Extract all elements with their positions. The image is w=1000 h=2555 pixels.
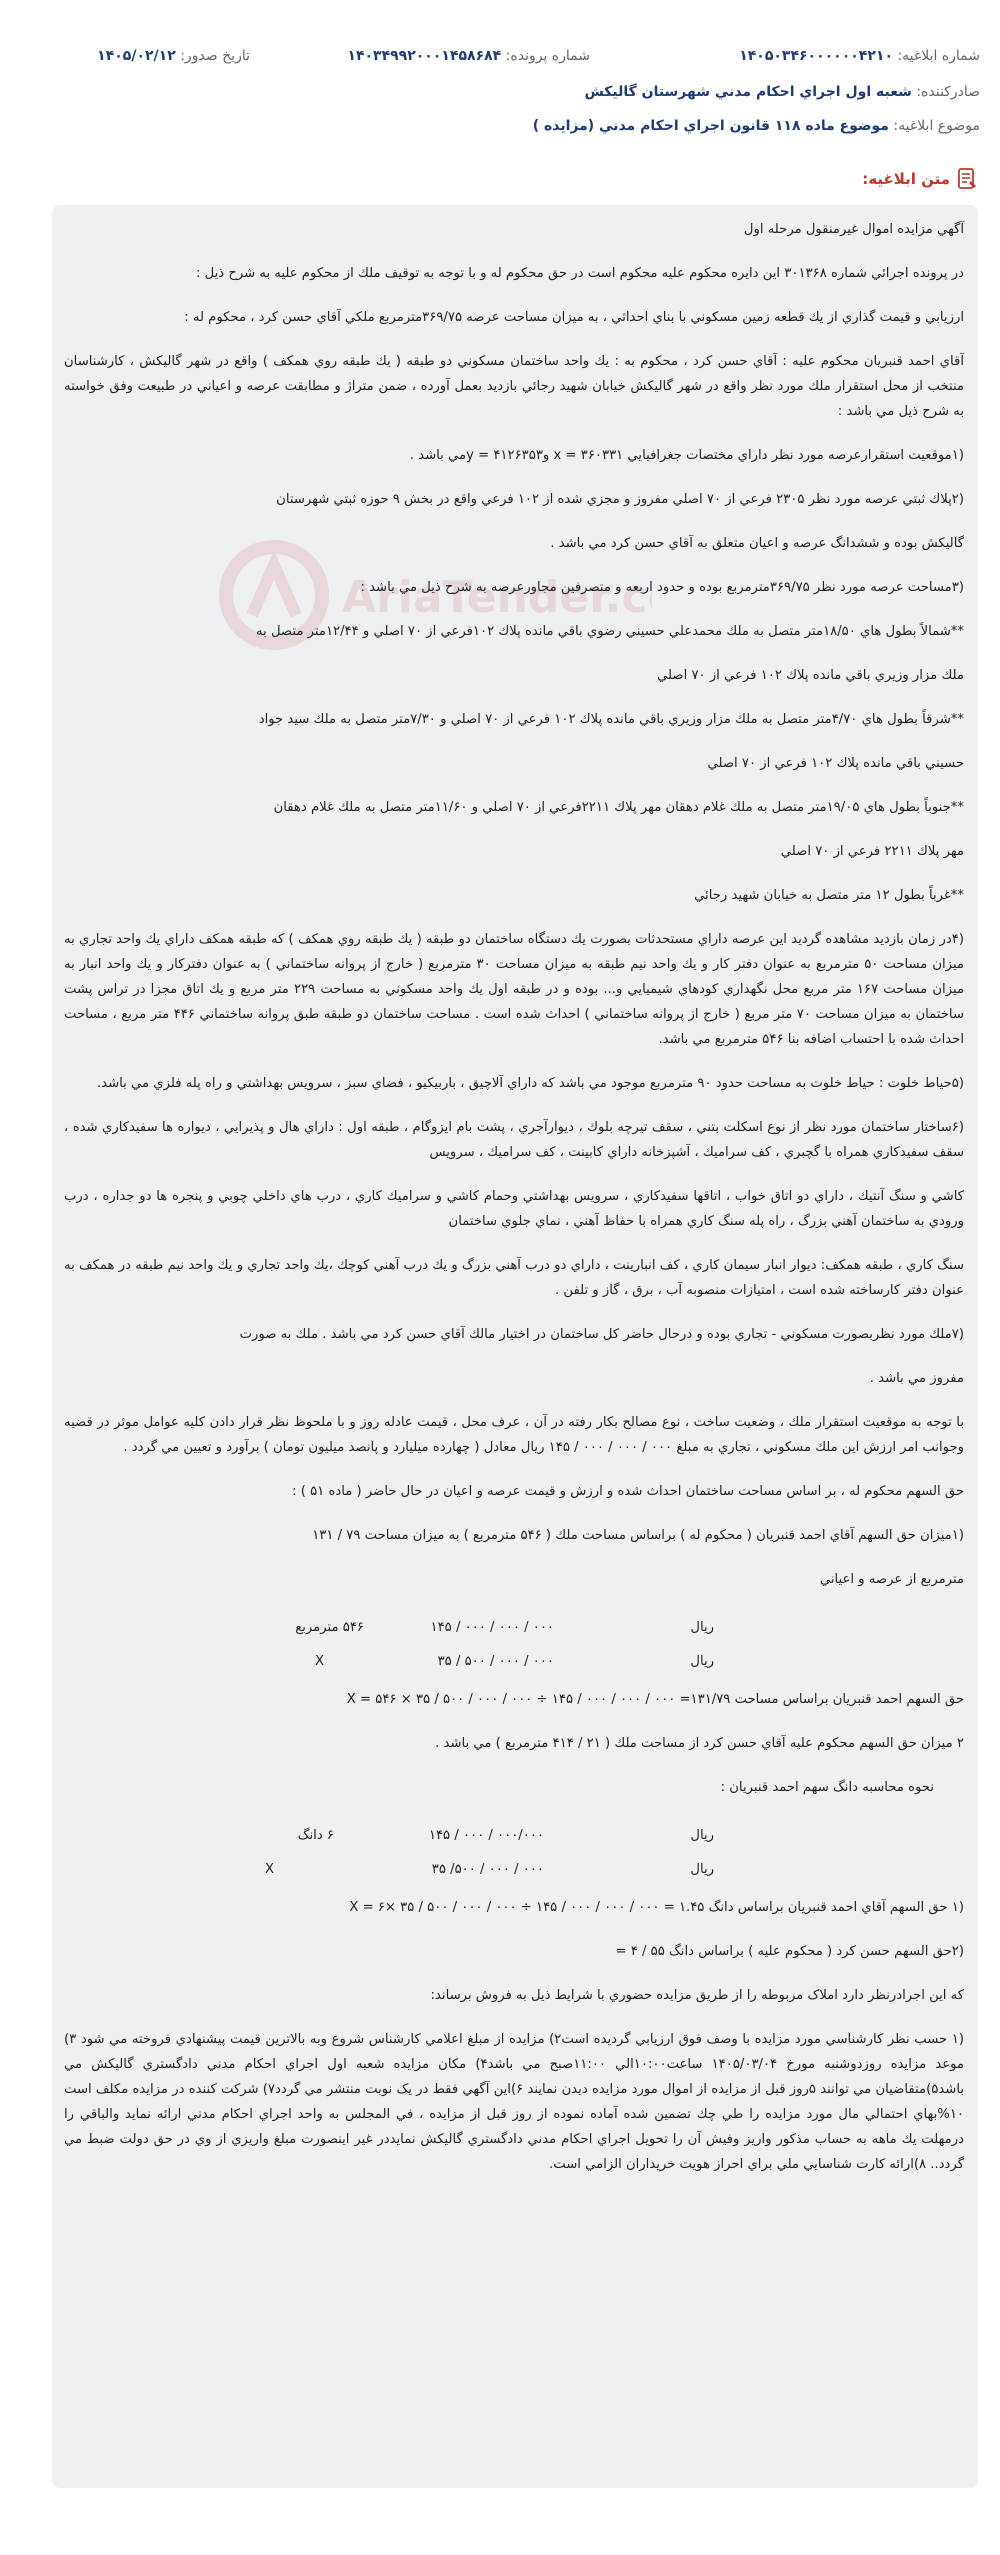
paragraph: (۳مساحت عرصه مورد نظر ۳۶۹/۷۵مترمربع بوده و حدود اربعه و متصرفين مجاورعرصه به شرح ذيل مي باشد : xyxy=(360,580,964,595)
calc-row xyxy=(64,1645,964,1679)
paragraph: ارزيابي و قيمت گذاري از يك قطعه زمين مسكوني با بناي احداثي ، به ميزان مساحت عرصه ۳۶۹/۷۵مترمربع ملكي آقاي حسن كرد ، محكوم له : xyxy=(184,310,964,325)
paragraph: (۱ميزان حق السهم آقاي احمد قنبريان ( محكوم له ) براساس مساحت ملك ( ۵۴۶ مترمربع ) به ميزان مساحت ۷۹ / ۱۳۱ xyxy=(312,1528,964,1543)
calc-dang: ۶ دانگ xyxy=(297,1828,334,1843)
calc-amount: ۰۰۰ / ۰۰۰ / ۰۰۰ / ۱۴۵ xyxy=(430,1620,554,1635)
paragraph: در پرونده اجرائي شماره ۳۰۱۳۶۸ اين دايره محكوم عليه محكوم است در حق محكوم له و با توجه به توقيف ملك از محكوم عليه به شرح ذيل : xyxy=(195,266,964,281)
issuer-row xyxy=(40,84,980,100)
paragraph: (۴در زمان بازديد مشاهده گرديد اين عرصه داراي مستحدثات بصورت يك دستگاه ساختمان دو طبقه ( يك طبقه روي همكف ) كه طبقه همكف داراي يك واحد تجاري به ميزان مساحت ۵۰ مترمربع به عنوان دفتر كار و يك واحد نيم طبقه به ميزان مساحت ۳۰ مترمربع ( خارج از پروانه ساختماني ) به عنوان دفتركار و يك واحد انبار به ميزان مساحت ۱۶۷ متر مربع محل نگهداري كودهاي شيميايي و... بوده و در طبقه اول يك واحد مسكوني به مساحت ۲۲۹ متر مربع و يك اتاق مجزا در تراس پشت ساختمان به ميزان مساحت ۷۰ متر مربع ( خارج از پروانه ساختماني ) احداث شده است . مساحت ساختمان دو طبقه طبق پروانه ساختماني ۴۴۶ متر مربع ، مساحت احداث شده با احتساب اضافه بنا ۵۴۶ مترمربع مي باشد. xyxy=(64,932,965,1047)
paragraph: مفروز مي باشد . xyxy=(869,1371,964,1386)
notice-number xyxy=(739,48,980,64)
calc-row xyxy=(64,1611,964,1645)
paragraph: (۱موقعيت استقرارعرصه مورد نظر داراي مختصات جغرافيايي ۳۶۰۳۳۱ = x و۴۱۲۶۳۵۳ = yمي باشد . xyxy=(409,448,964,463)
paragraph: ملك مزار وزيري باقي مانده پلاك ۱۰۲ فرعي از ۷۰ اصلي xyxy=(657,668,964,683)
paragraph: كاشي و سنگ آنتيك ، داراي دو اتاق خواب ، اتاقها سفيدكاري ، سرويس بهداشتي وحمام كاشي و سراميك كاري ، درب هاي داخلي چوبي و پنجره ها دو جداره ، درب ورودي به ساختمان آهني بزرگ ، راه پله سنگ كاري همراه با حفاظ آهني ، نماي جلوي ساختمان xyxy=(64,1189,964,1229)
subject-row xyxy=(40,118,980,134)
paragraph: **شمالاً بطول هاي ۱۸/۵۰متر متصل به ملك محمدعلي حسيني رضوي باقي مانده پلاك ۱۰۲فرعي از ۷۰ اصلي و ۱۲/۴۴متر متصل به xyxy=(256,624,964,639)
paragraph: مترمربع از عرصه و اعياني xyxy=(819,1572,964,1587)
calc-unit: ريال xyxy=(690,1828,714,1843)
notice-number-label: شماره ابلاغیه: xyxy=(897,48,980,64)
watermark-text: AriaTender.c xyxy=(342,572,648,623)
paragraph: **شرقاً بطول هاي ۴/۷۰متر متصل به ملك مزار وزيري باقي مانده پلاك ۱۰۲ فرعي از ۷۰ اصلي و ۷/۳۰متر متصل به ملك سيد جواد xyxy=(258,712,964,727)
calc-amount: ۰۰۰ / ۰۰۰ / ۵۰۰ / ۳۵ xyxy=(437,1654,554,1669)
paragraph: (۷ملك مورد نظربصورت مسكوني - تجاري بوده و درحال حاضر كل ساختمان در اختيار مالك آقاي حسن كرد مي باشد . ملك به صورت xyxy=(239,1327,964,1342)
notice-body-box xyxy=(52,205,978,2488)
case-number-value: ۱۴۰۳۴۹۹۲۰۰۰۱۴۵۸۶۸۴ xyxy=(347,48,502,64)
calc-row xyxy=(64,1853,964,1887)
calc-amount: ۰۰۰/۰۰۰ / ۰۰۰ / ۱۴۵ xyxy=(428,1828,544,1843)
calc-area: ۵۴۶ مترمربع xyxy=(295,1620,364,1635)
paragraph: (۲حق السهم حسن كرد ( محكوم عليه ) براساس دانگ ۵۵ / ۴ = xyxy=(615,1944,964,1959)
section-header xyxy=(862,165,978,193)
issue-date-value: ۱۴۰۵/۰۲/۱۲ xyxy=(97,48,176,64)
paragraph: نحوه محاسبه دانگ سهم احمد قنبريان : xyxy=(720,1780,934,1795)
paragraph: (۵حياط خلوت : حياط خلوت به مساحت حدود ۹۰ مترمربع موجود مي باشد كه داراي آلاچيق ، باربيكيو ، فضاي سبز ، سرويس بهداشتي و راه پله فلزي مي باشد. xyxy=(96,1076,964,1091)
paragraph: ۲ ميزان حق السهم محكوم عليه آقاي حسن كرد از مساحت ملك ( ۲۱ / ۴۱۴ مترمربع ) مي باشد . xyxy=(435,1736,964,1751)
paragraph: گاليكش بوده و ششدانگ عرصه و اعيان متعلق به آقاي حسن كرد مي باشد . xyxy=(550,536,964,551)
paragraph: حسيني باقي مانده پلاك ۱۰۲ فرعي از ۷۰ اصلي xyxy=(707,756,964,771)
document-icon xyxy=(956,167,978,191)
issuer-value: شعبه اول اجراي احكام مدني شهرستان گاليكش xyxy=(584,84,912,100)
paragraph: (۱ حق السهم آقاي احمد قنبريان براساس دانگ ۱.۴۵ = ۰۰۰ / ۰۰۰ / ۰۰۰ / ۱۴۵ ÷ ۰۰۰ / ۰۰۰ / ۵۰۰ / ۳۵ ×۶ = X xyxy=(349,1900,964,1915)
issue-date-label: تاریخ صدور: xyxy=(180,48,250,64)
paragraph: حق السهم محكوم له ، بر اساس مساحت ساختمان احداث شده و ارزش و قيمت عرصه و اعيان در حال حاضر ( ماده ۵۱ ) : xyxy=(292,1484,964,1499)
paragraph: **جنوباً بطول هاي ۱۹/۰۵متر متصل به ملك غلام دهقان مهر پلاك ۲۲۱۱فرعي از ۷۰ اصلي و ۱۱/۶۰متر متصل به ملك غلام دهقان xyxy=(273,800,964,815)
paragraph: (۲پلاك ثبتي عرصه مورد نظر ۲۳۰۵ فرعي از ۷۰ اصلي مفروز و مجزي شده از ۱۰۲ فرعي واقع در بخش ۹ حوزه ثبتي شهرستان xyxy=(276,492,964,507)
issue-date xyxy=(97,48,250,64)
paragraph: حق السهم احمد قنبريان براساس مساحت ۱۳۱/۷۹= ۰۰۰ / ۰۰۰ / ۰۰۰ / ۱۴۵ ÷ ۰۰۰ / ۰۰۰ / ۵۰۰ / ۳۵ × ۵۴۶ = X xyxy=(346,1692,964,1707)
calc-x: X xyxy=(264,1862,274,1877)
subject-value: موضوع ماده ۱۱۸ قانون اجراي احكام مدني (مزايده ) xyxy=(532,118,889,134)
calc-row xyxy=(64,1819,964,1853)
notice-text xyxy=(64,217,964,2196)
calc-unit: ريال xyxy=(690,1620,714,1635)
paragraph: (۶ساختار ساختمان مورد نظر از نوع اسكلت بتني ، سقف تيرچه بلوك ، ديوارآجري ، پشت بام ايزوگام ، طبقه اول : داراي هال و پذيرايي ، ديواره ها سفيدكاري شده ، سقف سفيدكاري همراه با گچبري ، كف سراميك ، آشپزخانه داراي كابينت ، كف سراميك ، سرويس xyxy=(64,1120,964,1160)
calc-x: X xyxy=(314,1654,324,1669)
section-title: متن ابلاغیه: xyxy=(862,170,950,188)
calc-unit: ريال xyxy=(690,1862,714,1877)
paragraph: **غرباً بطول ۱۲ متر متصل به خيابان شهيد رجائي xyxy=(694,888,964,903)
paragraph: سنگ كاري ، طبقه همكف: ديوار انبار سيمان كاري ، كف انبارينت ، داراي دو درب آهني بزرگ و يك درب آهني كوچك ،يك واحد تجاري و يك واحد نيم طبقه در همكف به عنوان دفتر كارساخته شده است ، امتيازات منصوبه آب ، برق ، گاز و تلفن . xyxy=(64,1258,964,1298)
notice-heading: آگهي مزايده اموال غيرمنقول مرحله اول xyxy=(743,222,964,237)
calc-unit: ريال xyxy=(690,1654,714,1669)
paragraph: كه اين اجرادرنظر دارد املاک مربوطه را از طريق مزايده حضوري با شرايط ذيل به فروش برساند: xyxy=(430,1988,964,2003)
subject-label: موضوع ابلاغیه: xyxy=(893,118,980,134)
issuer-label: صادرکننده: xyxy=(916,84,980,100)
notice-number-value: ۱۴۰۵۰۳۴۶۰۰۰۰۰۰۴۲۱۰ xyxy=(739,48,893,64)
paragraph: مهر پلاك ۲۲۱۱ فرعي از ۷۰ اصلي xyxy=(780,844,964,859)
paragraph: (۱ حسب نظر كارشناسي مورد مزايده با وصف فوق ارزيابي گرديده است۲) مزايده از مبلغ اعلامي كارشناس شروع وبه بالاترين قيمت پيشنهادي فروخته مي شود ۳) موعد مزايده روزدوشنبه مورخ ۱۴۰۵/۰۳/۰۴ ساعت۱۰:۰۰الي ۱۱:۰۰صبح مي باشد۴) مكان مزايده شعبه اول اجراي احكام مدني دادگستري گاليكش مي باشد۵)متقاضيان مي توانند ۵روز قبل از مزايده از اموال مورد مزايده ديدن نمايند ۶)اين آگهي فقط در يک نوبت منتشر مي گردد۷) شركت كننده در مزايده مكلف است ۱۰%بهاي احتمالي مال مورد مزايده را طي چك تضمين شده آماده نموده از روز قبل از مزايده ، في المجلس به واحد اجراي احكام مدني ارائه نمايد والباقي را درمهلت يك ماهه به حساب مذكور واريز وفيش آن را تحويل اجراي احكام مدني دادگستري گاليكش نمايددر غير اينصورت مبلغ واريزي از وي در حق دولت ضبط مي گردد.. ۸)ارائه كارت شناسايي ملي براي احراز هويت خريداران الزامي است. xyxy=(64,2032,965,2172)
paragraph: با توجه به موقعيت استقرار ملك ، وضعيت ساخت ، نوع مصالح بكار رفته در آن ، عرف محل ، قيمت عادله روز و با ملحوظ نظر قرار دادن كليه عوامل موثر در قضيه وجوانب امر ارزش اين ملك مسكوني ، تجاري به مبلغ ۰۰۰ / ۰۰۰ / ۰۰۰ / ۱۴۵ ريال معادل ( چهارده ميليارد و پانصد ميليون تومان ) برآورد و تعيين مي گردد . xyxy=(64,1415,964,1455)
paragraph: آقاي احمد قنبريان محكوم عليه : آقاي حسن كرد ، محكوم به : يك واحد ساختمان مسكوني دو طبقه ( يك طبقه روي همكف ) واقع در شهر گاليكش ، كارشناسان منتخب از محل استقرار ملك مورد نظر واقع در شهر گاليكش خيابان شهيد رجائي بازديد بعمل آورده ، ضمن متراژ و مطابقت عرصه و اعياني در طبيعت وفق خواسته به شرح ذيل مي باشد : xyxy=(64,354,964,419)
calc-amount: ۰۰۰ / ۰۰۰ / ۵۰۰/ ۳۵ xyxy=(431,1862,544,1877)
case-number-label: شماره پرونده: xyxy=(505,48,590,64)
case-number xyxy=(347,48,590,64)
header-meta-row xyxy=(40,48,980,72)
